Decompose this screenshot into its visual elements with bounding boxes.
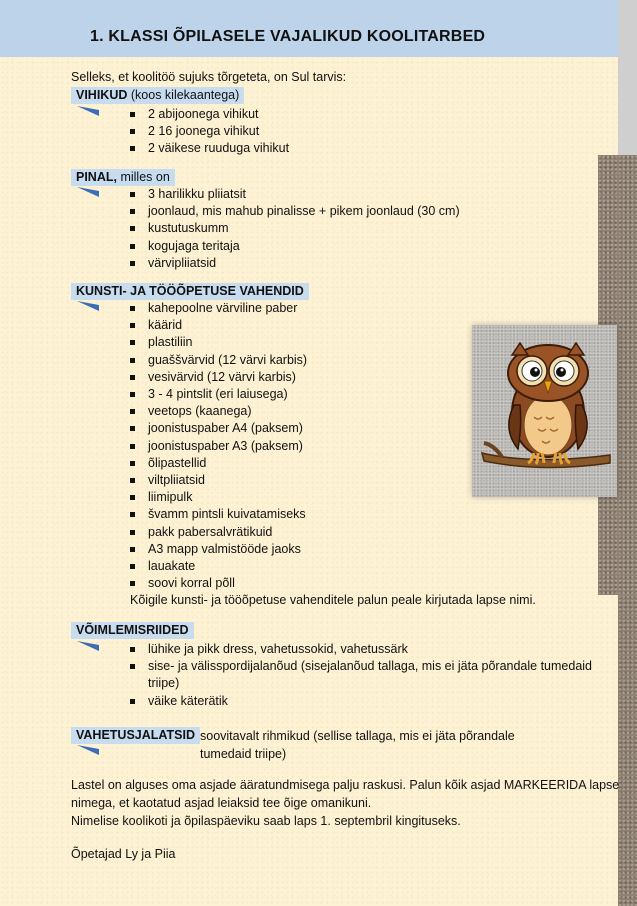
label-rest: milles on (116, 170, 170, 184)
list-item-continuation: triipe) (148, 676, 180, 691)
kunst-note: Kõigile kunsti- ja tööõpetuse vahenditele palun peale kirjutada lapse nimi. (130, 593, 536, 607)
list-pinal (130, 186, 460, 272)
jalatsid-text-2: tumedaid triipe) (200, 747, 287, 761)
list-item: kogujaga teritaja (130, 238, 460, 255)
list-kunst (130, 300, 307, 592)
closing-line-3: Nimelise koolikoti ja õpilaspäeviku saab laps 1. septembril kingituseks. (71, 814, 461, 828)
list-item: A3 mapp valmistööde jaoks (130, 541, 307, 558)
list-voimlemine (130, 641, 592, 710)
list-item: 2 väikese ruuduga vihikut (130, 140, 289, 157)
list-item: švamm pintsli kuivatamiseks (130, 506, 307, 523)
list-item: lauakate (130, 558, 307, 575)
list-item: pakk pabersalvrätikuid (130, 524, 307, 541)
list-item: õlipastellid (130, 455, 307, 472)
list-item: joonistuspaber A4 (paksem) (130, 420, 307, 437)
section-label-vihikud (71, 87, 244, 104)
label-bold: KUNSTI- JA TÖÖÕPETUSE VAHENDID (76, 284, 304, 298)
list-vihikud (130, 106, 289, 158)
list-item: 3 - 4 pintslit (eri laiusega) (130, 386, 307, 403)
label-bold: VAHETUSJALATSID (76, 728, 195, 742)
list-item: kahepoolne värviline paber (130, 300, 307, 317)
owl-icon (472, 325, 617, 497)
closing-line-1: Lastel on alguses oma asjade ääratundmisega palju raskusi. Palun kõik asjad MARKEERIDA lapse (71, 778, 620, 792)
section-label-jalatsid (71, 727, 200, 744)
owl-image (472, 325, 617, 497)
intro-text: Selleks, et koolitöö sujuks tõrgeteta, on Sul tarvis: (71, 70, 347, 84)
list-item: lühike ja pikk dress, vahetussokid, vahetussärk (130, 641, 592, 658)
signature: Õpetajad Ly ja Piia (71, 847, 176, 861)
list-item: kustutuskumm (130, 220, 460, 237)
list-item: 2 abijoonega vihikut (130, 106, 289, 123)
list-item: joonistuspaber A3 (paksem) (130, 438, 307, 455)
list-item: värvipliiatsid (130, 255, 460, 272)
section-label-kunst (71, 283, 309, 300)
list-item: sise- ja välisspordijalanõud (sisejalanõud tallaga, mis ei jäta põrandale tumedaid (130, 658, 592, 675)
section-label-pinal (71, 169, 175, 186)
list-item: käärid (130, 317, 307, 334)
list-item: veetops (kaanega) (130, 403, 307, 420)
page-edge-top (618, 0, 637, 155)
label-rest: (koos kilekaantega) (127, 88, 240, 102)
list-item: 2 16 joonega vihikut (130, 123, 289, 140)
stone-border-bottom (618, 595, 637, 906)
label-bold: VÕIMLEMISRIIDED (76, 623, 189, 637)
list-item: soovi korral põll (130, 575, 307, 592)
jalatsid-text-1: soovitavalt rihmikud (sellise tallaga, mis ei jäta põrandale (200, 729, 515, 743)
label-bold: VIHIKUD (76, 88, 128, 102)
list-item: joonlaud, mis mahub pinalisse + pikem joonlaud (30 cm) (130, 203, 460, 220)
list-item: plastiliin (130, 334, 307, 351)
section-label-voimlemine (71, 622, 194, 639)
closing-line-2: nimega, et kaotatud asjad leiaksid tee õige omanikuni. (71, 796, 372, 810)
list-item: 3 harilikku pliiatsit (130, 186, 460, 203)
list-item: vesivärvid (12 värvi karbis) (130, 369, 307, 386)
list-item: väike käterätik (130, 693, 592, 710)
page-title: 1. KLASSI ÕPILASELE VAJALIKUD KOOLITARBED (90, 28, 486, 45)
list-item: viltpliiatsid (130, 472, 307, 489)
list-item: guaššvärvid (12 värvi karbis) (130, 352, 307, 369)
label-bold: PINAL, (76, 170, 117, 184)
list-item: liimipulk (130, 489, 307, 506)
